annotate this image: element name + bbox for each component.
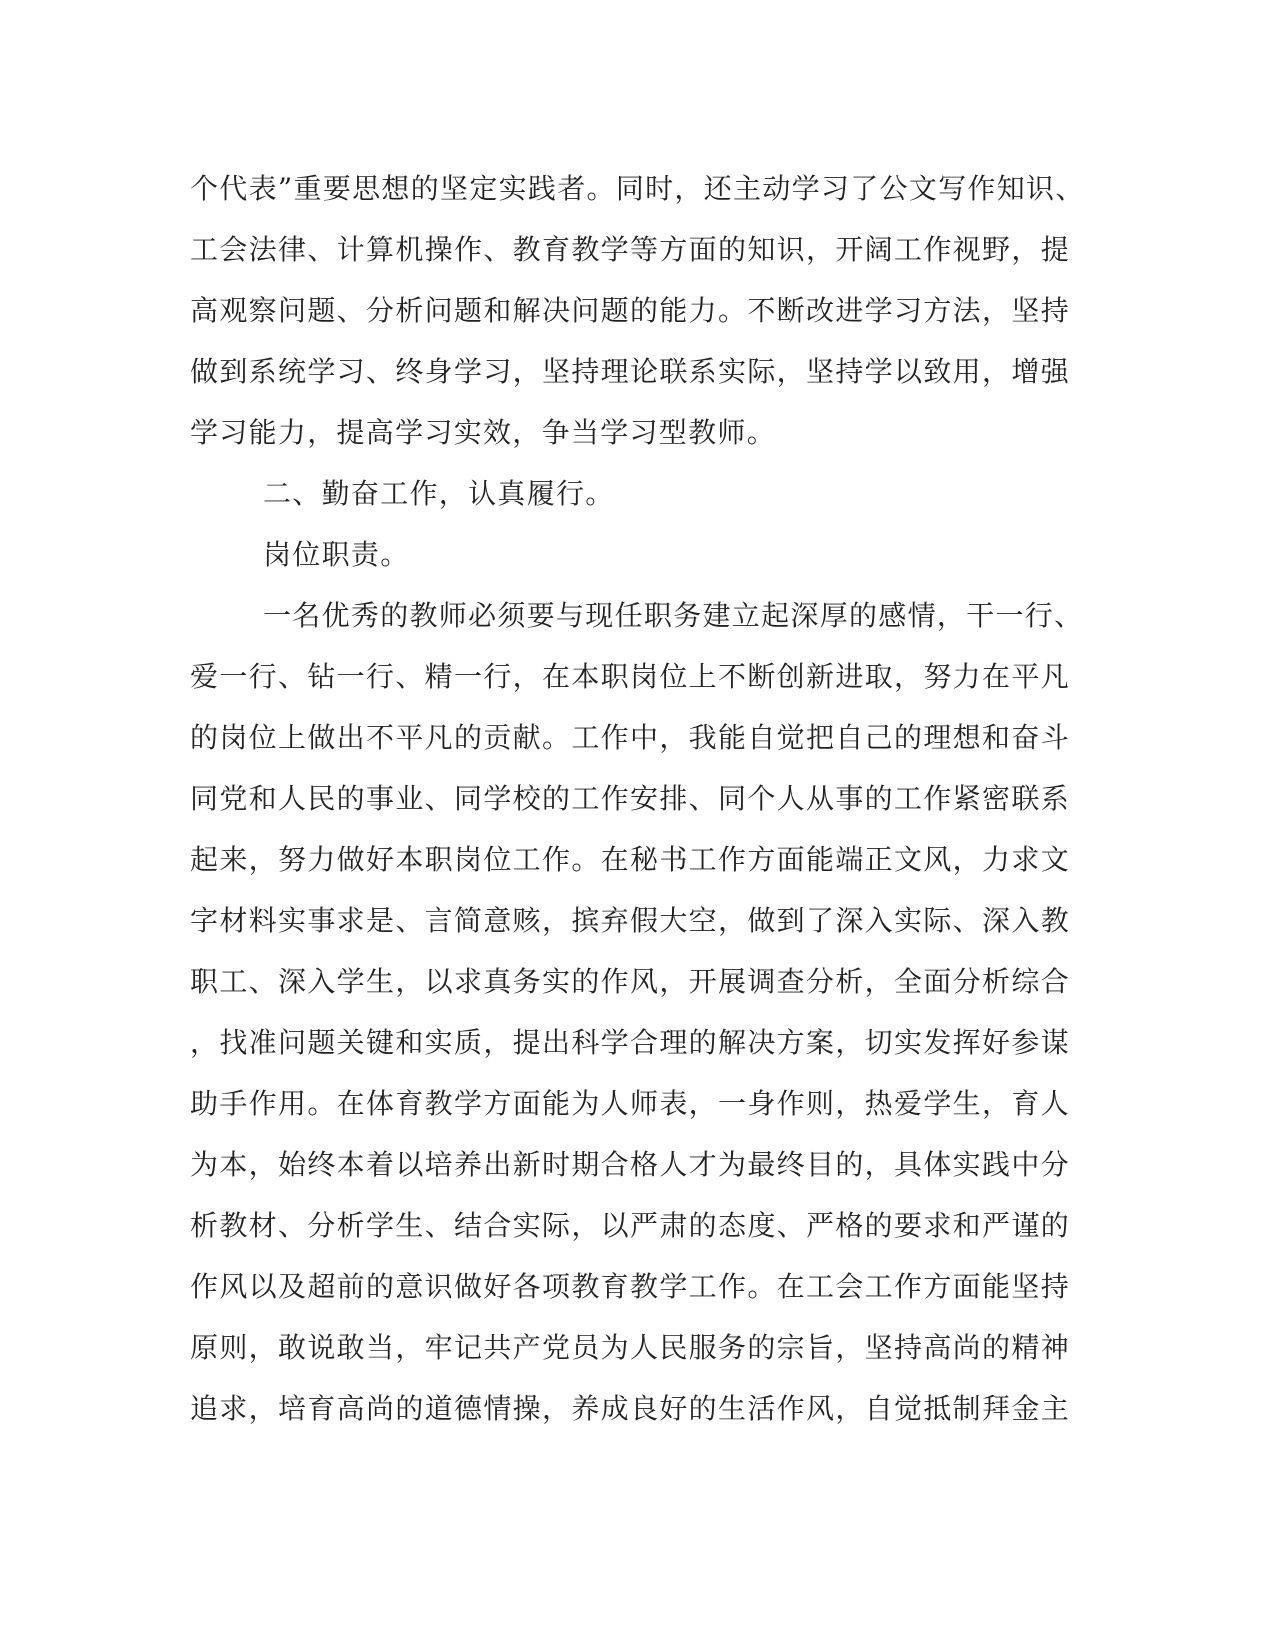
text-line: 岗位职责。 bbox=[263, 538, 410, 571]
text-line: 的岗位上做出不平凡的贡献。工作中，我能自觉把自己的理想和奋斗 bbox=[190, 721, 1070, 754]
text-line: 同党和人民的事业、同学校的工作安排、同个人从事的工作紧密联系 bbox=[190, 782, 1070, 815]
document-body bbox=[190, 158, 1085, 1439]
text-line: 原则，敢说敢当，牢记共产党员为人民服务的宗旨，坚持高尚的精神 bbox=[190, 1331, 1070, 1364]
text-line: ，找准问题关键和实质，提出科学合理的解决方案，切实发挥好参谋 bbox=[190, 1026, 1070, 1059]
text-line: 追求，培育高尚的道德情操，养成良好的生活作风，自觉抵制拜金主 bbox=[190, 1392, 1070, 1425]
text-line: 职工、深入学生，以求真务实的作风，开展调查分析，全面分析综合 bbox=[190, 965, 1070, 998]
text-line: 做到系统学习、终身学习，坚持理论联系实际，坚持学以致用，增强 bbox=[190, 355, 1070, 388]
text-line: 工会法律、计算机操作、教育教学等方面的知识，开阔工作视野，提 bbox=[190, 233, 1070, 266]
text-line: 学习能力，提高学习实效，争当学习型教师。 bbox=[190, 416, 777, 449]
text-line: 二、勤奋工作，认真履行。 bbox=[263, 477, 615, 510]
text-line: 起来，努力做好本职岗位工作。在秘书工作方面能端正文风，力求文 bbox=[190, 843, 1070, 876]
text-line: 助手作用。在体育教学方面能为人师表，一身作则，热爱学生，育人 bbox=[190, 1087, 1070, 1120]
text-line: 析教材、分析学生、结合实际，以严肃的态度、严格的要求和严谨的 bbox=[190, 1209, 1070, 1242]
text-line: 为本，始终本着以培养出新时期合格人才为最终目的，具体实践中分 bbox=[190, 1148, 1070, 1181]
text-line: 高观察问题、分析问题和解决问题的能力。不断改进学习方法，坚持 bbox=[190, 294, 1070, 327]
text-line: 爱一行、钻一行、精一行，在本职岗位上不断创新进取，努力在平凡 bbox=[190, 660, 1070, 693]
text-line: 一名优秀的教师必须要与现任职务建立起深厚的感情，干一行、 bbox=[263, 599, 1084, 632]
text-line: 个代表”重要思想的坚定实践者。同时，还主动学习了公文写作知识、 bbox=[190, 172, 1085, 205]
text-line: 作风以及超前的意识做好各项教育教学工作。在工会工作方面能坚持 bbox=[190, 1270, 1070, 1303]
text-line: 字材料实事求是、言简意赅，摈弃假大空，做到了深入实际、深入教 bbox=[190, 904, 1070, 937]
